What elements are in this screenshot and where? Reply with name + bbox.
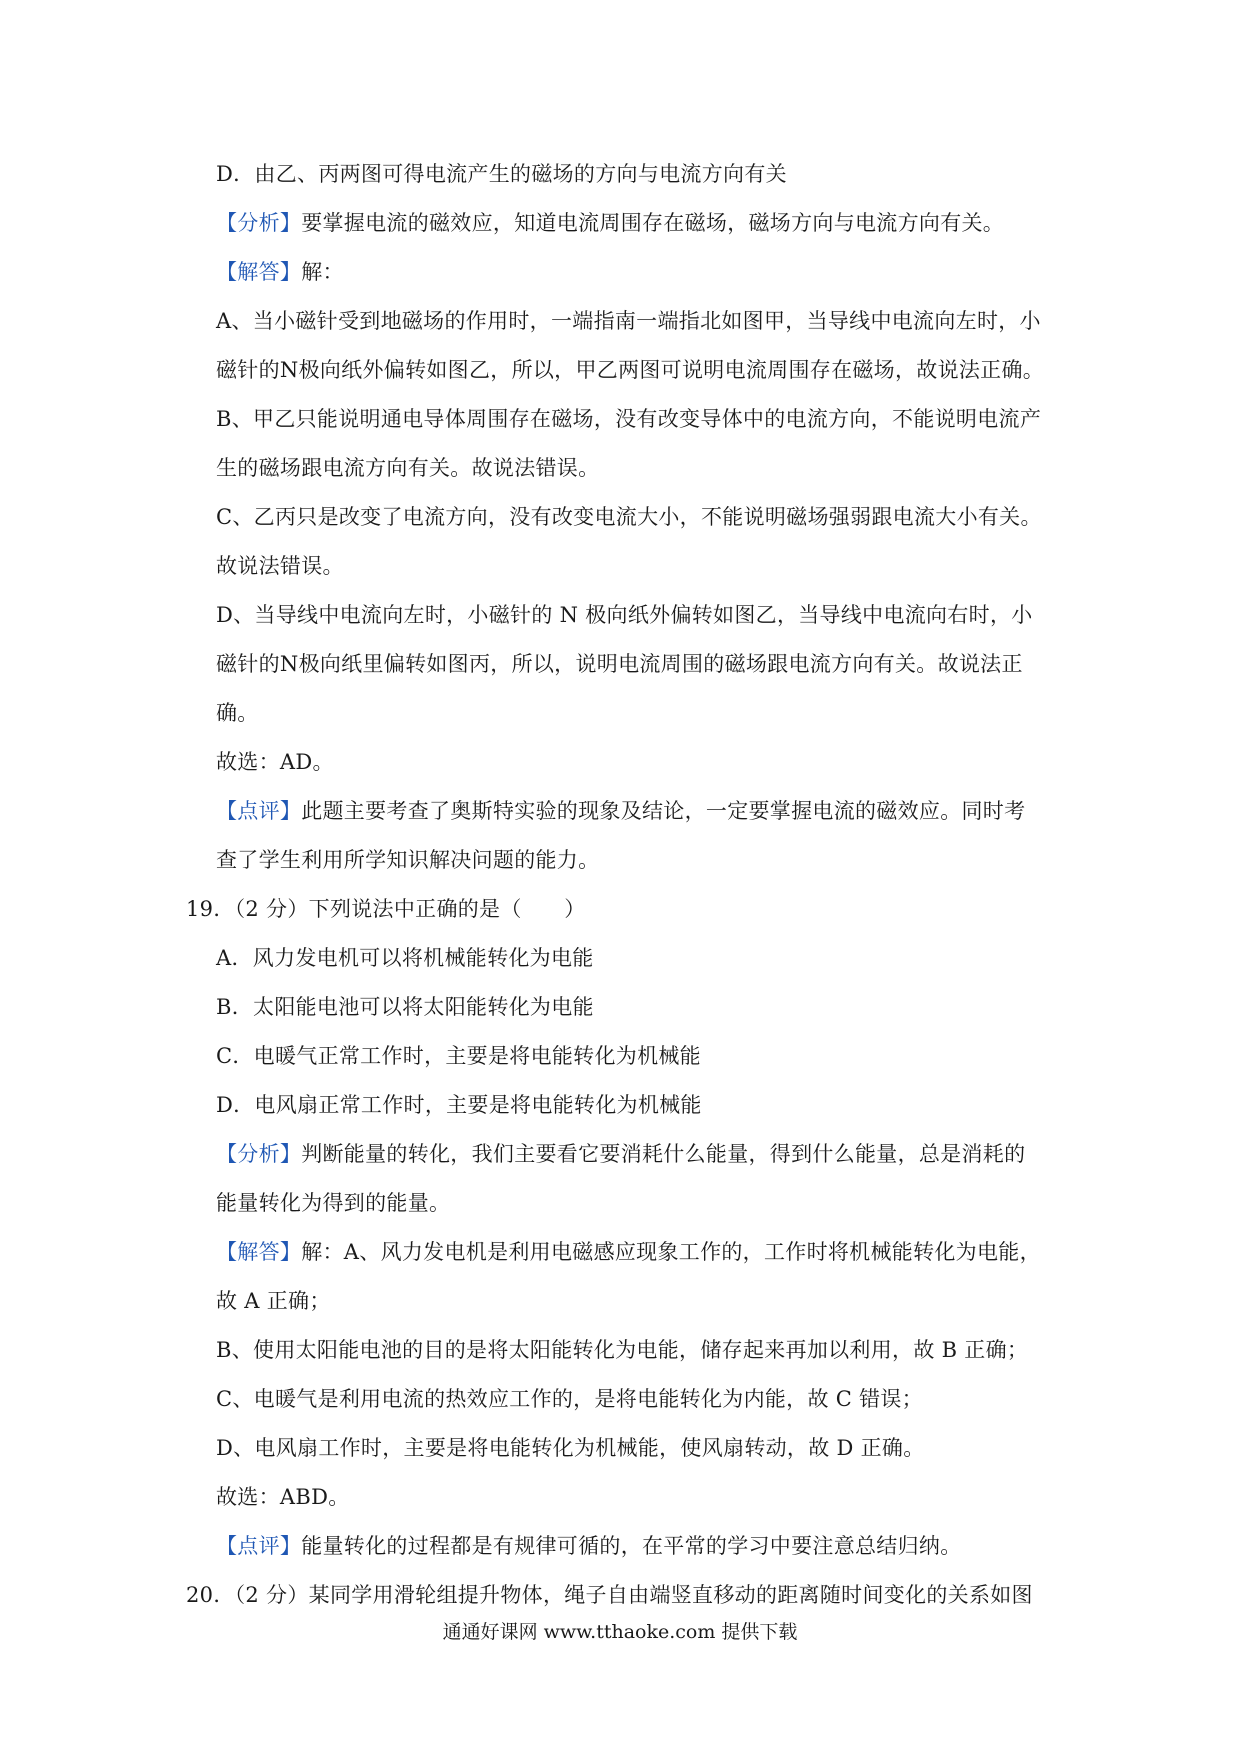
page-footer: 通通好课网 www.tthaoke.com 提供下载 (442, 1621, 798, 1643)
text-line: 能量转化为得到的能量。 (216, 1191, 451, 1215)
text-line: 故选：AD。 (216, 750, 334, 774)
text-line: C、乙丙只是改变了电流方向，没有改变电流大小，不能说明磁场强弱跟电流大小有关。 (216, 505, 1042, 529)
text-line: 确。 (216, 701, 259, 725)
answer-line: 【解答】解：A、风力发电机是利用电磁感应现象工作的，工作时将机械能转化为电能， (216, 1240, 1041, 1264)
text-line: 故 A 正确； (216, 1289, 331, 1313)
question-19-stem: 19．（2 分）下列说法中正确的是（ ） (186, 897, 586, 921)
comment-line: 【点评】能量转化的过程都是有规律可循的，在平常的学习中要注意总结归纳。 (216, 1534, 962, 1558)
text-line: C、电暖气是利用电流的热效应工作的，是将电能转化为内能，故 C 错误； (216, 1387, 923, 1411)
analysis-line: 【分析】要掌握电流的磁效应，知道电流周围存在磁场，磁场方向与电流方向有关。 (216, 211, 1005, 235)
text-line: 磁针的N极向纸里偏转如图丙，所以，说明电流周围的磁场跟电流方向有关。故说法正 (216, 652, 1023, 676)
analysis-tag: 【分析】 (216, 1142, 302, 1166)
text-line: B、甲乙只能说明通电导体周围存在磁场，没有改变导体中的电流方向，不能说明电流产 (216, 407, 1042, 431)
question-20-stem: 20．（2 分）某同学用滑轮组提升物体，绳子自由端竖直移动的距离随时间变化的关系如图 (186, 1583, 1033, 1607)
comment-line: 【点评】此题主要考查了奥斯特实验的现象及结论，一定要掌握电流的磁效应。同时考 (216, 799, 1026, 823)
analysis-tag: 【分析】 (216, 211, 302, 235)
option-c: C．电暖气正常工作时，主要是将电能转化为机械能 (216, 1044, 701, 1068)
text-line: 生的磁场跟电流方向有关。故说法错误。 (216, 456, 600, 480)
analysis-line: 【分析】判断能量的转化，我们主要看它要消耗什么能量，得到什么能量，总是消耗的 (216, 1142, 1026, 1166)
answer-tag: 【解答】 (216, 1240, 302, 1264)
text-line: D．由乙、丙两图可得电流产生的磁场的方向与电流方向有关 (216, 162, 787, 186)
text-line: 磁针的N极向纸外偏转如图乙，所以，甲乙两图可说明电流周围存在磁场，故说法正确。 (216, 358, 1045, 382)
text-line: D、电风扇工作时，主要是将电能转化为机械能，使风扇转动，故 D 正确。 (216, 1436, 925, 1460)
option-a: A．风力发电机可以将机械能转化为电能 (216, 946, 594, 970)
comment-tag: 【点评】 (216, 1534, 302, 1558)
answer-line: 【解答】解： (216, 260, 344, 284)
text-line: 故选：ABD。 (216, 1485, 350, 1509)
option-d: D．电风扇正常工作时，主要是将电能转化为机械能 (216, 1093, 702, 1117)
comment-tag: 【点评】 (216, 799, 302, 823)
text-line: 查了学生利用所学知识解决问题的能力。 (216, 848, 600, 872)
text-line: D、当导线中电流向左时，小磁针的 N 极向纸外偏转如图乙，当导线中电流向右时，小 (216, 603, 1033, 627)
option-b: B．太阳能电池可以将太阳能转化为电能 (216, 995, 594, 1019)
text-line: B、使用太阳能电池的目的是将太阳能转化为电能，储存起来再加以利用，故 B 正确； (216, 1338, 1029, 1362)
text-line: 故说法错误。 (216, 554, 344, 578)
text-line: A、当小磁针受到地磁场的作用时，一端指南一端指北如图甲，当导线中电流向左时，小 (216, 309, 1041, 333)
answer-tag: 【解答】 (216, 260, 302, 284)
